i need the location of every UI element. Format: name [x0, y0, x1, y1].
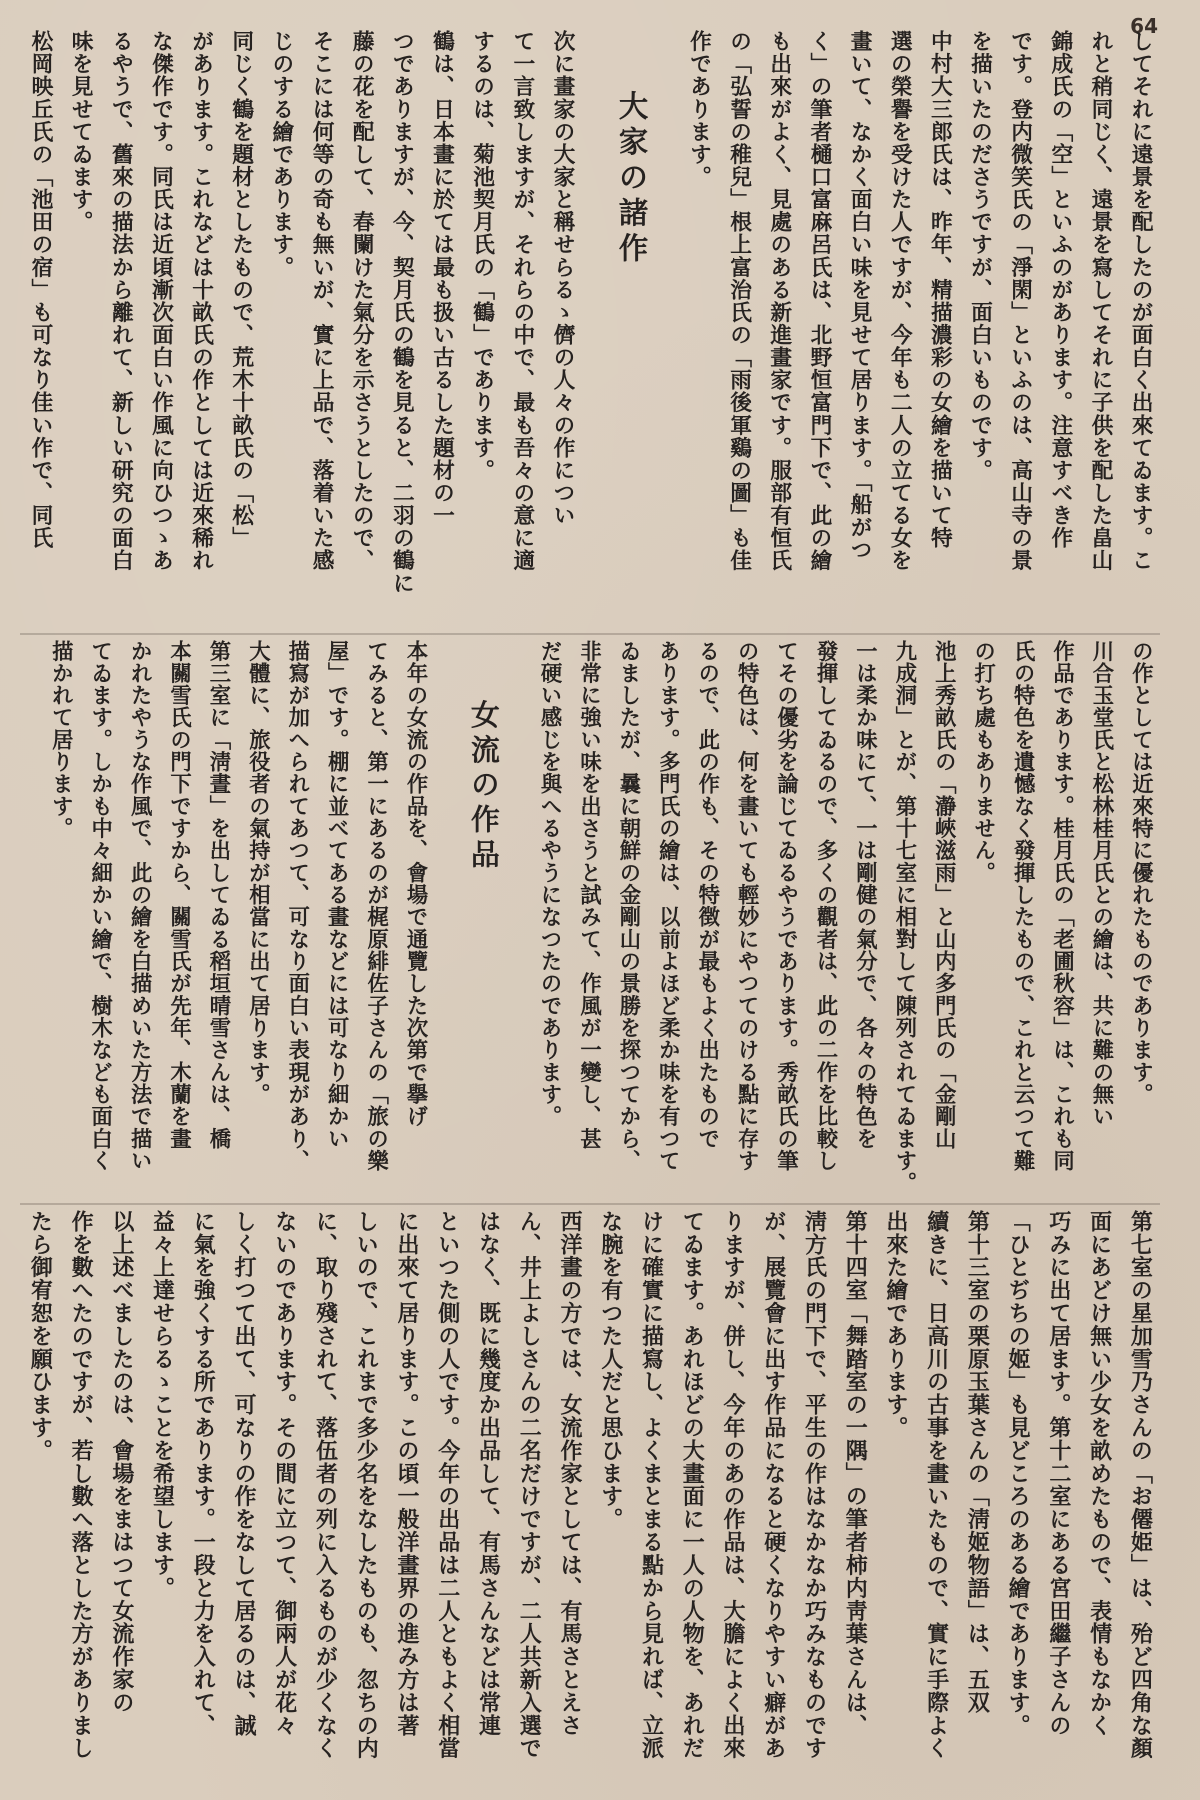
text-column: ゐましたが、曩に朝鮮の金剛山の景勝を探つてから、	[616, 640, 641, 1172]
text-column: 味を見せてゐます。	[68, 30, 94, 234]
text-column: 中村大三郎氏は、昨年、精描濃彩の女繪を描いて特	[927, 30, 953, 550]
text-column: 以上述べましたのは、會場をまはつて女流作家の	[109, 1210, 135, 1714]
text-column: 描かれて居ります。	[48, 640, 74, 840]
text-column: 發揮してゐるので、多くの觀者は、此の二作を比較し	[813, 640, 839, 1172]
upper-text-section	[0, 30, 1200, 630]
text-column: です。登内微笑氏の「淨閑」といふのは、高山寺の景	[1007, 30, 1033, 572]
text-column: 錦成氏の「空」といふのがあります。注意すべき作	[1047, 30, 1074, 550]
text-column: 續きに、日高川の古事を畫いたもので、實に手際よく	[924, 1210, 950, 1760]
text-column: て一言致しますが、それらの中で、最も吾々の意に適	[509, 30, 536, 572]
section-heading-joryu: 女流の作品	[464, 699, 499, 874]
text-column: が、展覽會に出す作品になると硬くなりやすい癖があ	[761, 1210, 787, 1760]
text-column: 作を數へたのですが、若し數へ落とした方がありまし	[68, 1210, 95, 1760]
text-column: 九成洞」とが、第十七室に相對して陳列されてゐます。	[892, 640, 917, 1194]
text-column: 巧みに出て居ます。第十二室にある宮田繼子さんの	[1046, 1210, 1072, 1737]
text-column: に出來て居ります。この頃一般洋畫界の進み方は著	[394, 1210, 420, 1737]
text-column: じのする繪であります。	[269, 30, 295, 279]
text-column: の特色は、何を畫いても輕妙にやつてのける點に存す	[734, 640, 760, 1172]
middle-text-section	[0, 640, 1200, 1200]
lower-text-section	[0, 1210, 1200, 1800]
text-column: るやうで、舊來の描法から離れて、新しい研究の面白	[108, 30, 134, 572]
text-column: 描寫が加へられてあつて、可なり面白い表現があり、	[285, 640, 310, 1172]
text-column: な腕を有つた人だと思ひます。	[598, 1210, 624, 1531]
text-column: の打ち處もありません。	[971, 640, 996, 884]
text-column: 選の榮譽を受けた人ですが、今年も二人の立てる女を	[887, 30, 913, 572]
text-column: の「弘誓の稚兒」根上富治氏の「雨後軍鷄の圖」も佳	[726, 30, 752, 572]
text-column: ないのであります。その間に立つて、御兩人が花々	[272, 1210, 298, 1737]
text-column: 大體に、旅役者の氣持が相當に出て居ります。	[245, 640, 271, 1106]
text-column: りますが、併し、今年のあの作品は、大膽によく出來	[720, 1210, 746, 1760]
text-column: そこには何等の奇も無いが、實に上品で、落着いた感	[309, 30, 335, 572]
text-column: ん、井上よしさんの二名だけですが、二人共新入選で	[516, 1210, 543, 1760]
text-column: の作としては近來特に優れたものであります。	[1128, 640, 1154, 1106]
text-column: 第三室に「淸晝」を出してゐる稻垣晴雪さんは、橋	[206, 640, 232, 1150]
text-column: 藤の花を配して、春闌けた氣分を示さうとしたので、	[349, 30, 375, 572]
section-divider	[20, 1203, 1160, 1205]
text-column: てその優劣を論じてゐるやうであります。秀畝氏の筆	[773, 640, 799, 1172]
text-column: 氏の特色を遺憾なく發揮したもので、これと云つて難	[1010, 640, 1036, 1172]
section-heading-taika: 大家の諸作	[612, 90, 648, 268]
text-column: も出來がよく、見處のある新進畫家です。服部有恒氏	[766, 30, 793, 572]
page-number: 64	[1130, 14, 1158, 38]
text-column: 畫いて、なかく面白い味を見せて居ります。「船がつ	[847, 30, 873, 561]
text-column: があります。これなどは十畝氏の作としては近來稀れ	[188, 30, 214, 572]
text-column: 鶴は、日本畫に於ては最も扱い古るした題材の一	[429, 30, 455, 527]
text-column: だ硬い感じを與へるやうになつたのであります。	[537, 640, 563, 1128]
text-column: てゐます。あれほどの大畫面に一人の人物を、あれだ	[679, 1210, 706, 1760]
text-column: してそれに遠景を配したのが面白く出來てゐます。こ	[1128, 30, 1154, 572]
text-column: てゐます。しかも中々細かい繪で、樹木なども面白く	[88, 640, 113, 1172]
text-column: はなく、既に幾度か出品して、有馬さんなどは常連	[475, 1210, 502, 1737]
text-column: 西洋畫の方では、女流作家としては、有馬さとえさ	[557, 1210, 583, 1737]
text-column: 本年の女流の作品を、會場で通覽した次第で擧げ	[403, 640, 429, 1128]
text-column: れと稍同じく、遠景を寫してそれに子供を配した畠山	[1088, 30, 1114, 572]
text-column: といつた側の人です。今年の出品は二人ともよく相當	[435, 1210, 461, 1760]
middle-columns	[45, 640, 1156, 1194]
text-column: 淸方氏の門下で、平生の作はなかなか巧みなものです	[801, 1210, 828, 1760]
text-column: 本關雪氏の門下ですから、關雪氏が先年、木蘭を畫	[166, 640, 192, 1150]
text-column: あります。多門氏の繪は、以前よほど柔か味を有つて	[655, 640, 681, 1172]
upper-columns	[24, 30, 1156, 595]
text-column: 池上秀畝氏の「瀞峽滋雨」と山内多門氏の「金剛山	[931, 640, 957, 1150]
text-column: 第七室の星加雪乃さんの「お僊姫」は、殆ど四角な顏	[1127, 1210, 1154, 1760]
text-column: 次に畫家の大家と稱せらるゝ儕の人々の作につい	[550, 30, 576, 527]
text-column: 第十三室の栗原玉葉さんの「淸姬物語」は、五双	[964, 1210, 991, 1714]
text-column: 第十四室「舞踏室の一隅」の筆者柿内靑葉さんは、	[842, 1210, 869, 1737]
text-column: に、取り殘されて、落伍者の列に入るものが少くなく	[312, 1210, 339, 1760]
text-column: たら御宥恕を願ひます。	[27, 1210, 54, 1462]
text-column: しいので、これまで多少名をなしたものも、忽ちの内	[353, 1210, 380, 1760]
text-column: てみると、第一にあるのが梶原緋佐子さんの「旅の樂	[363, 640, 389, 1172]
text-column: 非常に強い味を出さうと試みて、作風が一變し、甚	[576, 640, 602, 1150]
text-column: に氣を強くする所であります。一段と力を入れて、	[190, 1210, 217, 1737]
text-column: 益々上達せらるゝことを希望します。	[149, 1210, 176, 1600]
text-column: けに確實に描寫し、よくまとまる點から見れば、立派	[638, 1210, 665, 1760]
text-column: を描いたのださうですが、面白いものです。	[967, 30, 993, 482]
lower-columns	[24, 1210, 1156, 1760]
text-column: 川合玉堂氏と松林桂月氏との繪は、共に難の無い	[1089, 640, 1115, 1128]
text-column: な傑作です。同氏は近頃漸次面白い作風に向ひつゝあ	[148, 30, 174, 572]
text-column: かれたやうな作風で、此の繪を白描めいた方法で描い	[127, 640, 153, 1172]
text-column: 作であります。	[686, 30, 712, 188]
text-column: 屋」です。棚に並べてある畫などには可なり細かい	[324, 640, 350, 1150]
text-column: 同じく鶴を題材としたもので、荒木十畝氏の「松」	[228, 30, 255, 550]
text-column: く」の筆者樋口富麻呂氏は、北野恒富門下で、此の繪	[807, 30, 833, 572]
section-divider	[20, 633, 1160, 635]
text-column: 松岡映丘氏の「池田の宿」も可なり佳い作で、同氏	[28, 30, 54, 550]
text-column: 出來た繪であります。	[883, 1210, 909, 1440]
text-column: 「ひとぢちの姬」も見どころのある繪であります。	[1005, 1210, 1032, 1737]
text-column: つでありますが、今、契月氏の鶴を見ると、二羽の鶴に	[389, 30, 415, 595]
text-column: 作品であります。桂月氏の「老圃秋容」は、これも同	[1049, 640, 1075, 1172]
text-column: するのは、菊池契月氏の「鶴」であります。	[469, 30, 495, 482]
text-column: しく打つて出て、可なりの作をなして居るのは、誠	[231, 1210, 258, 1737]
text-column: 面にあどけ無い少女を畝めたもので、表情もなかく	[1087, 1210, 1113, 1737]
text-column: るので、此の作も、その特徴が最もよく出たもので	[695, 640, 720, 1150]
text-column: 一は柔か味にて、一は剛健の氣分で、各々の特色を	[852, 640, 878, 1150]
